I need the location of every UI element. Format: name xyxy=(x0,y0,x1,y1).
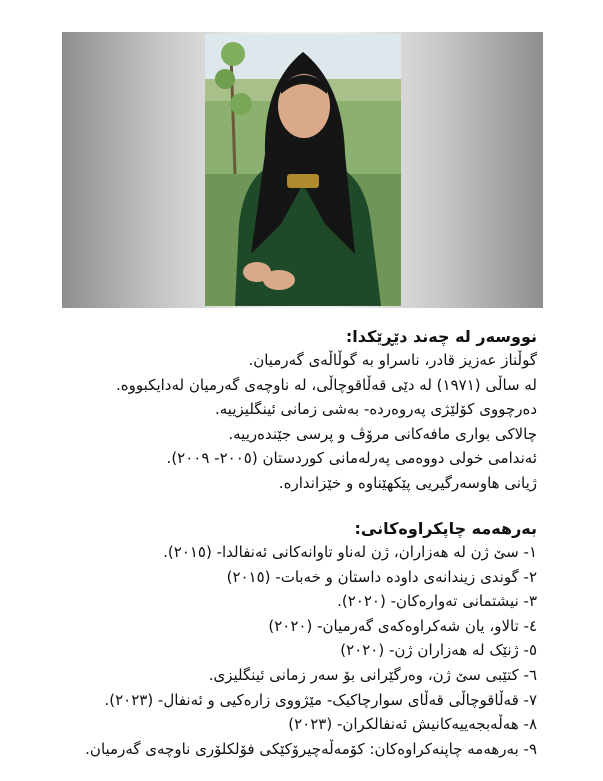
necklace xyxy=(287,174,319,188)
biography-section xyxy=(116,327,537,496)
right-hand xyxy=(263,270,295,290)
works-list-item: ٧- قەڵاقوچاڵی قەڵای سوارچاکیک- مێژووی زارەکیی و ئەنفال- (٢٠٢٣). xyxy=(104,690,537,709)
works-list-item: ٣- نیشتمانی تەوارەکان- (٢٠٢٠). xyxy=(337,592,537,611)
works-list-item: ٦- کتێبی سێ ژن، وەرگێرانی بۆ سەر زمانی ئینگلیزی. xyxy=(208,665,537,684)
works-heading: بەرهەمە چاپکراوەکانی: xyxy=(354,519,537,538)
works-list-item: ٥- ژنێک لە هەزاران ژن- (٢٠٢٠) xyxy=(340,641,537,660)
author-portrait xyxy=(205,34,401,306)
tree-foliage xyxy=(221,42,245,66)
biography-line: ئەندامی خولی دووەمی پەرلەمانی کوردستان (٢٠٠٥- ٢٠٠٩). xyxy=(166,449,537,468)
biography-line: چالاکی بواری مافەکانی مرۆڤ و پرسی جێندەرییە. xyxy=(228,424,537,443)
works-list-item: ٨- هەڵەبجەییەکانیش ئەنفالکران- (٢٠٢٣) xyxy=(288,715,537,734)
biography-line: دەرچووی کۆلێژی پەروەردە- بەشی زمانی ئینگلیزییە. xyxy=(215,400,537,419)
works-list-item: ٢- گوندی زیندانەی داودە داستان و خەبات- (٢٠١٥) xyxy=(226,567,537,586)
works-list-item: ٩- بەرهەمە چاپنەکراوەکان: کۆمەڵەچیرۆکێکی فۆلکلۆری ناوچەی گەرمیان. xyxy=(85,739,537,758)
biography-heading: نووسەر لە چەند دێڕێکدا: xyxy=(345,327,537,346)
biography-line: گوڵناز عەزیز قادر، ناسراو بە گوڵاڵەی گەرمیان. xyxy=(248,351,537,369)
works-list-item: ٤- تالاو، یان شەکراوەکەی گەرمیان- (٢٠٢٠) xyxy=(268,616,537,635)
works-section xyxy=(85,519,537,761)
author-portrait-image xyxy=(205,34,401,306)
works-list-item: ١- سێ ژن لە هەزاران، ژن لەناو تاوانەکانی ئەنفالدا- (٢٠١٥). xyxy=(163,543,537,561)
biography-line: ژیانی هاوسەرگیریی پێکهێناوە و خێزانداره. xyxy=(278,473,537,492)
biography-line: لە ساڵی (١٩٧١) لە دێی قەڵاقوچاڵی، لە ناوچەی گەرمیان لەدایکبووە. xyxy=(116,375,537,394)
